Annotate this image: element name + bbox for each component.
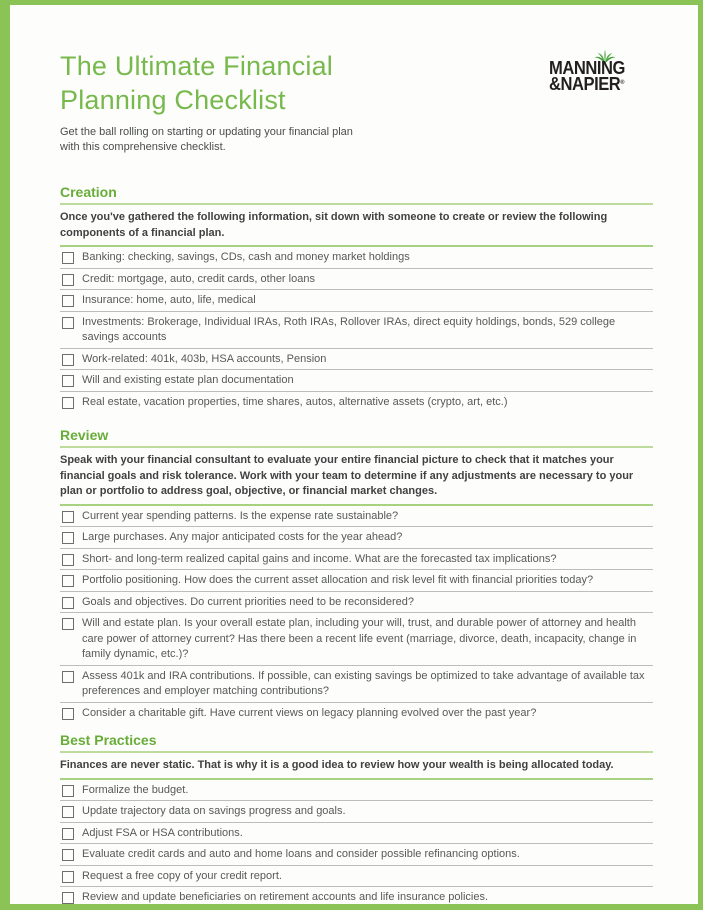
section-best-practices	[60, 732, 653, 908]
checkbox[interactable]	[62, 671, 74, 683]
checklist-item-label: Will and existing estate plan documentation	[82, 374, 294, 386]
checklist-item	[60, 247, 653, 269]
checkbox[interactable]	[62, 597, 74, 609]
checklist-item-label: Request a free copy of your credit report.	[82, 869, 282, 882]
checklist-item-label: Evaluate credit cards and auto and home loans and consider possible refinancing options.	[82, 848, 520, 860]
checkbox[interactable]	[62, 806, 74, 818]
checklist-item-label: Will and estate plan. Is your overall estate plan, including your will, trust, and durable power of attorney and health care power of attorney current? Has there been a recent life event (marriage, divorce, death, incapacity, change in family dynamic, etc.)?	[82, 617, 637, 660]
checklist-item-label: Goals and objectives. Do current priorities need to be reconsidered?	[82, 595, 415, 608]
checklist-item-label: Credit: mortgage, auto, credit cards, other loans	[82, 272, 315, 285]
checklist-item	[60, 570, 653, 592]
logo-text-line1: MANNING	[549, 58, 625, 78]
section-best-practices-title: Best Practices	[60, 732, 653, 753]
checklist-item	[60, 370, 653, 392]
checkbox[interactable]	[62, 575, 74, 587]
checklist-item	[60, 780, 653, 802]
checklist-item	[60, 312, 653, 349]
checklist-item	[60, 269, 653, 291]
checklist-item	[60, 290, 653, 312]
checkbox[interactable]	[62, 892, 74, 904]
checklist-item-label: Adjust FSA or HSA contributions.	[82, 826, 243, 839]
checklist-item	[60, 549, 653, 571]
section-creation-items	[60, 247, 653, 412]
checklist-item	[60, 666, 653, 703]
checklist-item-label: Real estate, vacation properties, time shares, autos, alternative assets (crypto, art, etc.)	[82, 395, 508, 408]
checklist-item-label: Work-related: 401k, 403b, HSA accounts, Pension	[82, 352, 327, 365]
checklist-item	[60, 506, 653, 528]
title-block	[60, 49, 549, 155]
section-creation	[60, 184, 653, 412]
checkbox[interactable]	[62, 375, 74, 387]
section-review	[60, 427, 653, 723]
checklist-item	[60, 349, 653, 371]
checklist-item-label: Consider a charitable gift. Have current views on legacy planning evolved over the past year?	[82, 706, 537, 719]
page-title-line1: The Ultimate Financial	[60, 51, 334, 81]
manning-napier-logo	[549, 58, 641, 94]
checklist-item-label: Review and update beneficiaries on retirement accounts and life insurance policies.	[82, 891, 489, 903]
checklist-item	[60, 844, 653, 866]
checkbox[interactable]	[62, 618, 74, 630]
checklist-item-label: Portfolio positioning. How does the current asset allocation and risk level fit with financial priorities today?	[82, 574, 594, 586]
checkbox[interactable]	[62, 295, 74, 307]
section-best-practices-intro: Finances are never static. That is why it is a good idea to review how your wealth is being allocated today.	[60, 753, 653, 780]
section-review-title: Review	[60, 427, 653, 448]
checklist-item	[60, 801, 653, 823]
checklist-item-label: Short- and long-term realized capital gains and income. What are the forecasted tax implications?	[82, 552, 557, 565]
checklist-item	[60, 887, 653, 908]
checklist-item-label: Insurance: home, auto, life, medical	[82, 294, 256, 306]
checklist-item	[60, 866, 653, 888]
checklist-item	[60, 592, 653, 614]
checklist-item	[60, 703, 653, 724]
checklist-item-label: Formalize the budget.	[82, 783, 189, 796]
checkbox[interactable]	[62, 554, 74, 566]
checklist-item-label: Investments: Brokerage, Individual IRAs, Roth IRAs, Rollover IRAs, direct equity holdings, bonds, 529 college savings accounts	[82, 315, 616, 343]
checkbox[interactable]	[62, 317, 74, 329]
checkbox[interactable]	[62, 532, 74, 544]
section-best-practices-items	[60, 780, 653, 908]
checklist-item	[60, 823, 653, 845]
checkbox[interactable]	[62, 252, 74, 264]
checklist-item-label: Update trajectory data on savings progress and goals.	[82, 805, 346, 817]
checkbox[interactable]	[62, 397, 74, 409]
page-title	[60, 49, 549, 117]
checklist-item	[60, 613, 653, 666]
checklist-item-label: Assess 401k and IRA contributions. If possible, can existing savings be optimized to take advantage of available tax preferences and employer matching contributions?	[82, 669, 645, 697]
checkbox[interactable]	[62, 274, 74, 286]
page-title-line2: Planning Checklist	[60, 85, 286, 115]
checkbox[interactable]	[62, 871, 74, 883]
checkbox[interactable]	[62, 708, 74, 720]
section-creation-title: Creation	[60, 184, 653, 205]
page-subtitle: Get the ball rolling on starting or updating your financial plan with this comprehensive checklist.	[60, 126, 353, 153]
checkbox[interactable]	[62, 849, 74, 861]
section-review-items	[60, 506, 653, 724]
checklist-item	[60, 392, 653, 413]
logo-text-line2: &NAPIER®	[549, 74, 625, 94]
checkbox[interactable]	[62, 828, 74, 840]
section-creation-intro: Once you've gathered the following information, sit down with someone to create or review the following components of a financial plan.	[60, 205, 653, 247]
checkbox[interactable]	[62, 785, 74, 797]
registered-mark: ®	[620, 80, 625, 86]
checkbox[interactable]	[62, 354, 74, 366]
checklist-item	[60, 527, 653, 549]
checklist-item-label: Large purchases. Any major anticipated costs for the year ahead?	[82, 531, 403, 543]
checklist-item-label: Current year spending patterns. Is the expense rate sustainable?	[82, 509, 399, 522]
document-header	[60, 49, 653, 155]
checkbox[interactable]	[62, 511, 74, 523]
section-review-intro: Speak with your financial consultant to evaluate your entire financial picture to check that it matches your financial goals and risk tolerance. Work with your team to determine if any adjustments are necessary to your plan or portfolio to address goal, objective, or financial market changes.	[60, 448, 653, 506]
checklist-item-label: Banking: checking, savings, CDs, cash and money market holdings	[82, 251, 410, 263]
